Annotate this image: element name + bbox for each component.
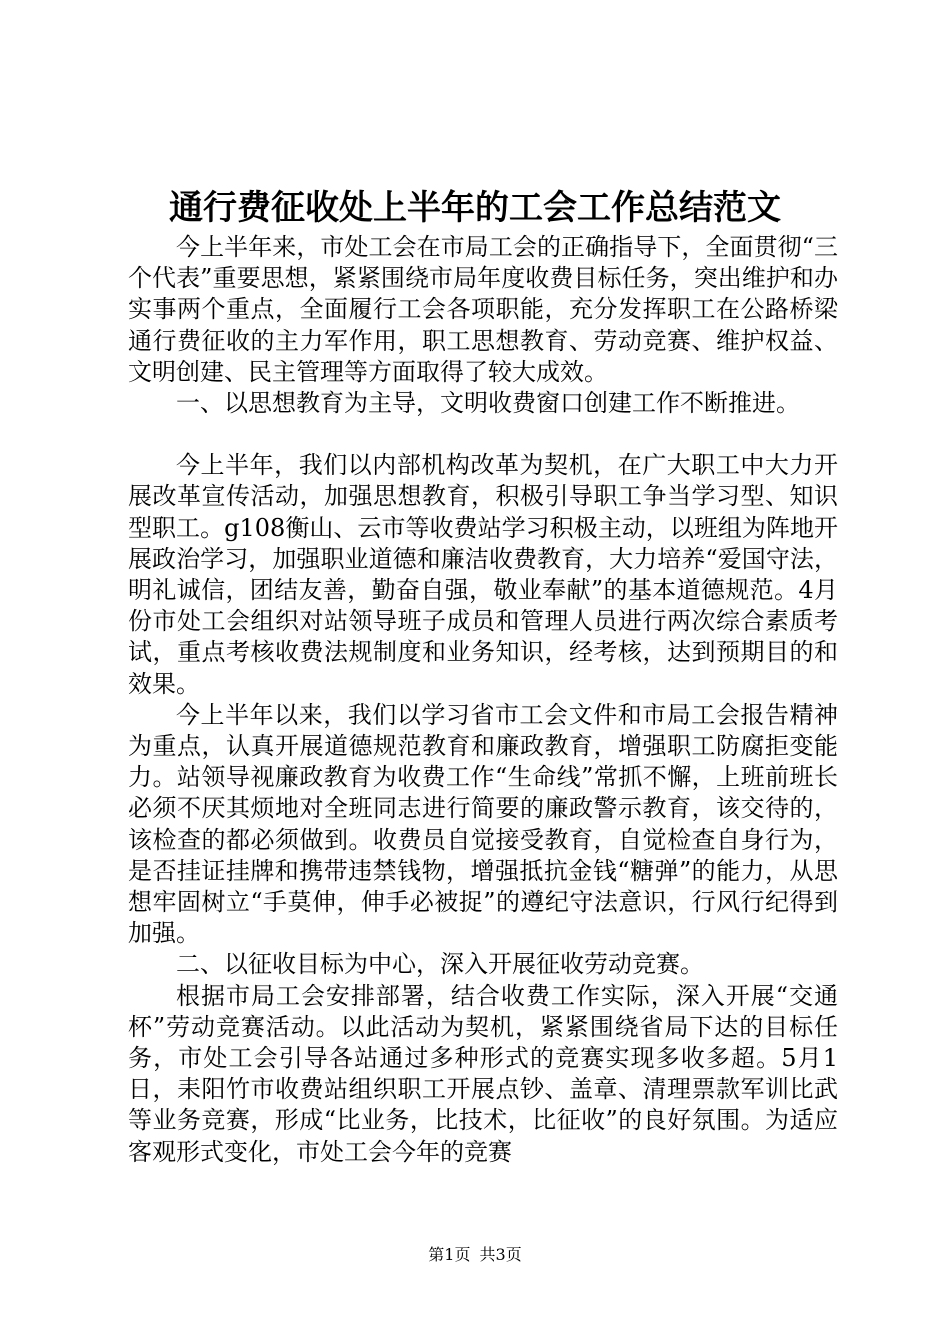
paragraph-intro: 今上半年来，市处工会在市局工会的正确指导下，全面贯彻“三个代表”重要思想，紧紧围绕市局年度收费目标任务，突出维护和办实事两个重点，全面履行工会各项职能，充分发挥职工在公路桥梁通行费征收的主力军作用，职工思想教育、劳动竞赛、维护权益、文明创建、民主管理等方面取得了较大成效。 xyxy=(128,233,838,386)
page-number: 第1页 xyxy=(428,1245,471,1264)
document-body xyxy=(128,232,838,1168)
paragraph-integrity-education: 今上半年以来，我们以学习省市工会文件和市局工会报告精神为重点，认真开展道德规范教育和廉政教育，增强职工防腐拒变能力。站领导视廉政教育为收费工作“生命线”常抓不懈，上班前班长必须不厌其烦地对全班同志进行简要的廉政警示教育，该交待的，该检查的都必须做到。收费员自觉接受教育，自觉检查自身行为，是否挂证挂牌和携带违禁钱物，增强抵抗金钱“糖弹”的能力，从思想牢固树立“手莫伸，伸手必被捉”的遵纪守法意识，行风行纪得到加强。 xyxy=(128,700,838,948)
document-title: 通行费征收处上半年的工会工作总结范文 xyxy=(169,188,781,228)
section-heading-1: 一、以思想教育为主导，文明收费窗口创建工作不断推进。 xyxy=(176,389,800,418)
paragraph-reform-education: 今上半年，我们以内部机构改革为契机，在广大职工中大力开展改革宣传活动，加强思想教育，积极引导职工争当学习型、知识型职工。g108衡山、云市等收费站学习积极主动，以班组为阵地开展政治学习，加强职业道德和廉洁收费教育，大力培养“爱国守法，明礼诚信，团结友善，勤奋自强，敬业奉献”的基本道德规范。4月份市处工会组织对站领导班子成员和管理人员进行两次综合素质考试，重点考核收费法规制度和业务知识，经考核，达到预期目的和效果。 xyxy=(128,451,838,698)
page-footer xyxy=(0,1244,950,1266)
paragraph-labor-competition: 根据市局工会安排部署，结合收费工作实际，深入开展“交通杯”劳动竞赛活动。以此活动为契机，紧紧围绕省局下达的目标任务，市处工会引导各站通过多种形式的竞赛实现多收多超。5月1日，耒阳竹市收费站组织职工开展点钞、盖章、清理票款军训比武等业务竞赛，形成“比业务，比技术，比征收”的良好氛围。为适应客观形式变化，市处工会今年的竞赛 xyxy=(128,981,838,1166)
page-total: 共3页 xyxy=(479,1245,522,1264)
section-heading-2: 二、以征收目标为中心，深入开展征收劳动竞赛。 xyxy=(176,950,704,979)
